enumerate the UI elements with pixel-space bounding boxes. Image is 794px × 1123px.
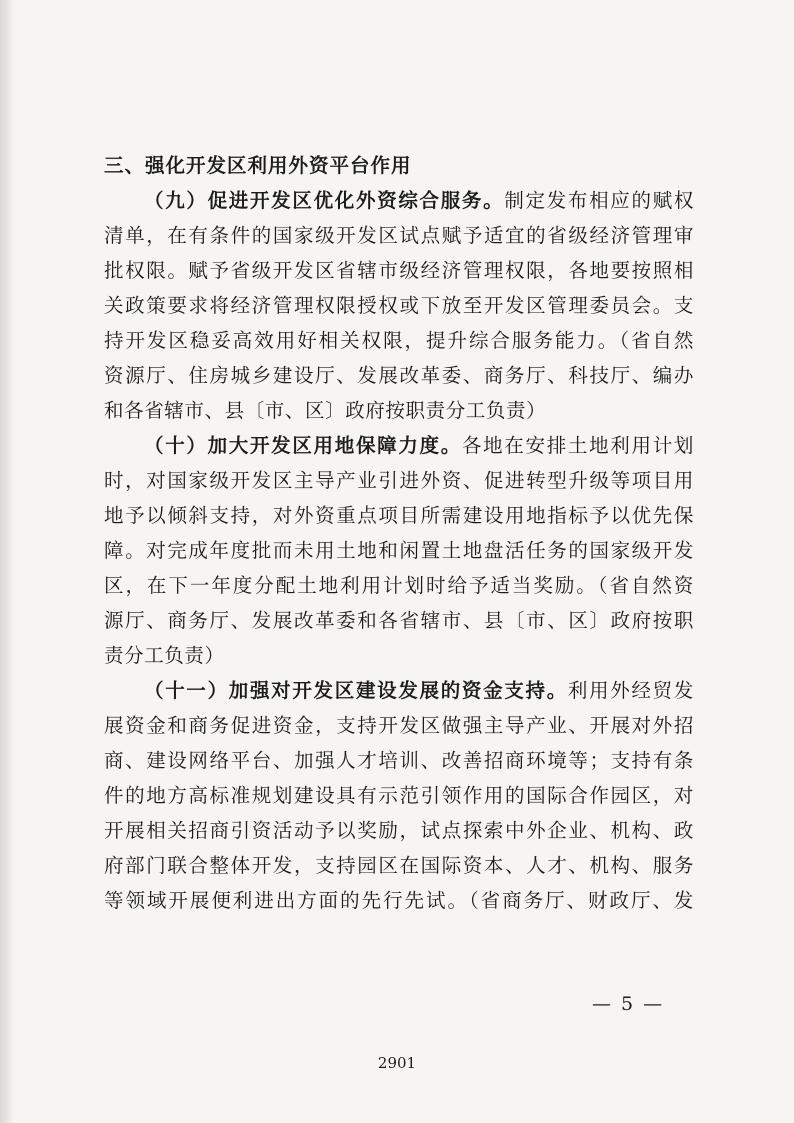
scan-edge-shadow (0, 0, 14, 1123)
para11-text: 利用外经贸发 (567, 679, 694, 702)
para11-line-1 (104, 673, 694, 708)
para10-line-1 (104, 428, 694, 463)
para9-line: 关政策要求将经济管理权限授权或下放至开发区管理委员会。支 (104, 294, 694, 317)
para11-line: 府部门联合整体开发，支持园区在国际资本、人才、机构、服务 (104, 854, 694, 877)
page-number: — 5 — (592, 993, 665, 1015)
footer-number: 2901 (377, 1054, 417, 1072)
para11-line: 件的地方高标准规划建设具有示范引领作用的国际合作园区，对 (104, 784, 694, 807)
section-heading: 三、强化开发区利用外资平台作用 (104, 154, 412, 177)
para9-line-1 (104, 183, 694, 218)
para11-title: （十一）加强对开发区建设发展的资金支持。 (144, 679, 568, 702)
para10-line: 源厅、商务厅、发展改革委和各省辖市、县〔市、区〕政府按职 (104, 609, 694, 632)
para10-line: 责分工负责） (104, 644, 225, 667)
para10-text: 各地在安排土地利用计划 (461, 434, 694, 457)
para9-title: （九）促进开发区优化外资综合服务。 (144, 189, 505, 212)
para10-title: （十）加大开发区用地保障力度。 (144, 434, 462, 457)
para11-line: 展资金和商务促进资金，支持开发区做强主导产业、开展对外招 (104, 714, 694, 737)
para9-line: 持开发区稳妥高效用好相关权限，提升综合服务能力。（省自然 (104, 329, 694, 352)
para11-line: 开展相关招商引资活动予以奖励，试点探索中外企业、机构、政 (104, 819, 694, 842)
para9-line: 资源厅、住房城乡建设厅、发展改革委、商务厅、科技厅、编办 (104, 364, 694, 387)
para10-line: 区，在下一年度分配土地利用计划时给予适当奖励。（省自然资 (104, 574, 694, 597)
para9-line: 清单，在有条件的国家级开发区试点赋予适宜的省级经济管理审 (104, 224, 694, 247)
para10-line: 障。对完成年度批而未用土地和闲置土地盘活任务的国家级开发 (104, 539, 694, 562)
para11-line: 商、建设网络平台、加强人才培训、改善招商环境等；支持有条 (104, 749, 694, 772)
para10-line: 时，对国家级开发区主导产业引进外资、促进转型升级等项目用 (104, 469, 694, 492)
para11-line: 等领域开展便利进出方面的先行先试。（省商务厅、财政厅、发 (104, 889, 694, 912)
para9-line: 和各省辖市、县〔市、区〕政府按职责分工负责） (104, 399, 547, 422)
para9-line: 批权限。赋予省级开发区省辖市级经济管理权限，各地要按照相 (104, 259, 694, 282)
para9-text: 制定发布相应的赋权 (504, 189, 694, 212)
document-body (104, 148, 694, 918)
para10-line: 地予以倾斜支持，对外资重点项目所需建设用地指标予以优先保 (104, 504, 694, 527)
